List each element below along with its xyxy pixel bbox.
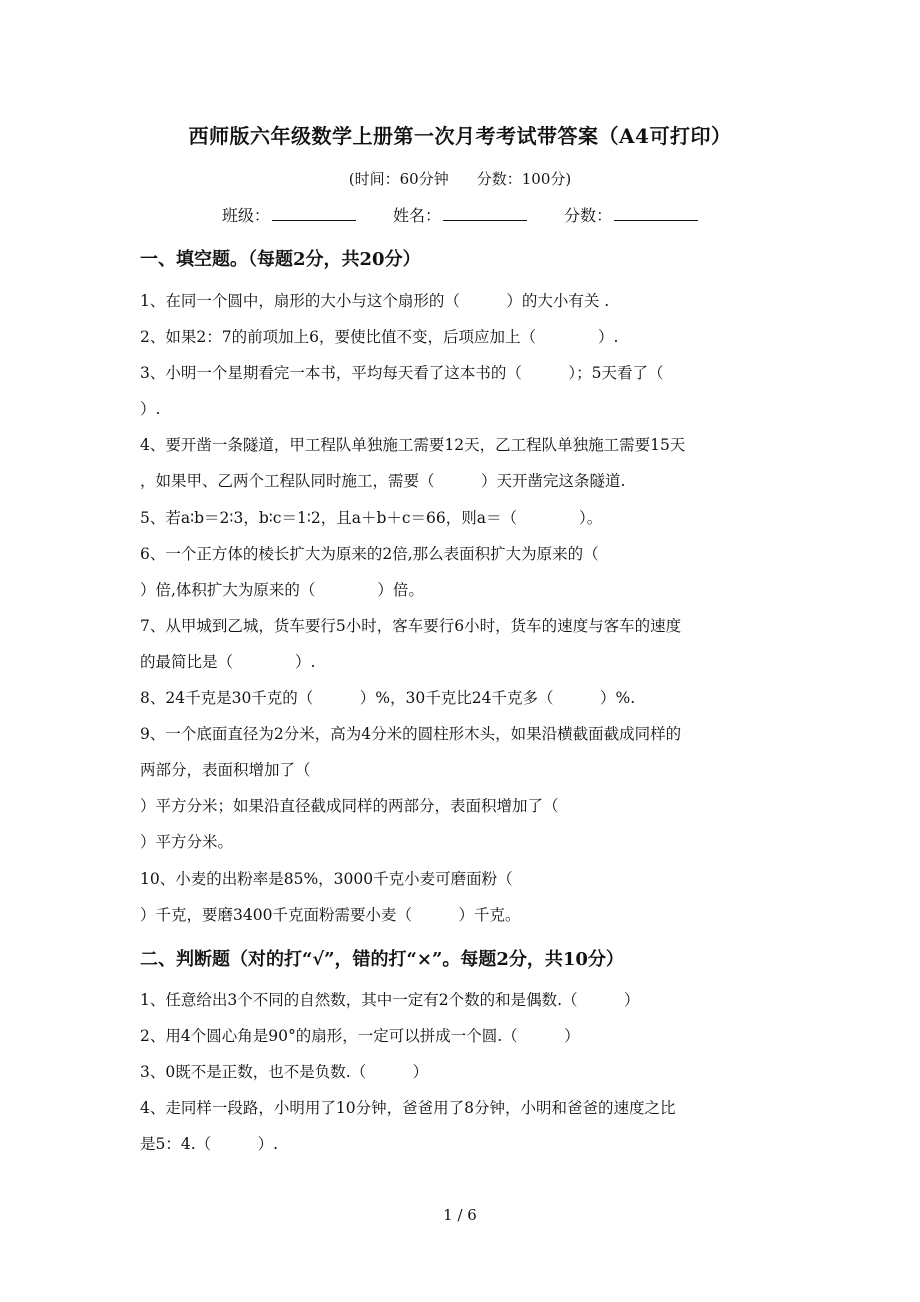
name-field: 姓名：: [393, 203, 527, 226]
score-blank: [614, 206, 698, 221]
exam-time: (时间：60分钟: [348, 170, 449, 188]
question-line: 的最简比是（ ）.: [140, 653, 316, 671]
question-line: 4、走同样一段路，小明用了10分钟，爸爸用了8分钟，小明和爸爸的速度之比: [140, 1099, 676, 1117]
question-line: 3、小明一个星期看完一本书，平均每天看了这本书的（ ）；5天看了（: [140, 364, 664, 382]
class-blank: [272, 206, 356, 221]
name-blank: [443, 206, 527, 221]
question-line: 是5：4.（ ）.: [140, 1135, 279, 1153]
question-line: 5、若a∶b＝2∶3，b∶c＝1∶2，且a＋b＋c＝66，则a＝（ ）。: [140, 509, 603, 527]
question-line: 2、如果2：7的前项加上6，要使比值不变，后项应加上（ ）.: [140, 328, 619, 346]
question-line: 9、一个底面直径为2分米，高为4分米的圆柱形木头，如果沿横截面截成同样的: [140, 725, 682, 743]
question-line: 10、小麦的出粉率是85%，3000千克小麦可磨面粉（: [140, 870, 513, 888]
question-line: 6、一个正方体的棱长扩大为原来的2倍,那么表面积扩大为原来的（: [140, 545, 599, 563]
class-field: 班级：: [222, 203, 356, 226]
question-line: 8、24千克是30千克的（ ）%，30千克比24千克多（ ）%.: [140, 689, 636, 707]
question-line: ）平方分米。: [140, 833, 234, 851]
page-title: 西师版六年级数学上册第一次月考考试带答案（A4可打印）: [188, 124, 732, 148]
question-line: 1、任意给出3个不同的自然数，其中一定有2个数的和是偶数.（ ）: [140, 991, 640, 1009]
question-line: 两部分，表面积增加了（: [140, 761, 311, 779]
question-line: ）倍,体积扩大为原来的（ ）倍。: [140, 581, 424, 599]
question-line: ）.: [140, 400, 161, 418]
question-line: 7、从甲城到乙城，货车要行5小时，客车要行6小时，货车的速度与客车的速度: [140, 617, 682, 635]
question-line: ）千克，要磨3400千克面粉需要小麦（ ）千克。: [140, 906, 521, 924]
question-line: ）平方分米；如果沿直径截成同样的两部分，表面积增加了（: [140, 797, 559, 815]
question-line: 1、在同一个圆中，扇形的大小与这个扇形的（ ）的大小有关 .: [140, 292, 610, 310]
question-line: 3、0既不是正数，也不是负数.（ ）: [140, 1063, 429, 1081]
question-line: 4、要开凿一条隧道，甲工程队单独施工需要12天，乙工程队单独施工需要15天: [140, 436, 686, 454]
section-heading-true-false: 二、判断题（对的打“√”，错的打“×”。每题2分，共10分）: [140, 949, 624, 970]
exam-meta: [0, 168, 920, 189]
question-line: ，如果甲、乙两个工程队同时施工，需要（ ）天开凿完这条隧道.: [140, 472, 626, 490]
page-number: 1 / 6: [443, 1206, 477, 1224]
question-line: 2、用4个圆心角是90°的扇形，一定可以拼成一个圆.（ ）: [140, 1027, 580, 1045]
exam-total-score: 分数：100分): [476, 170, 572, 188]
student-info: [0, 203, 920, 226]
section-heading-fill-blank: 一、填空题。（每题2分，共20分）: [140, 249, 421, 270]
score-field: 分数：: [564, 203, 698, 226]
